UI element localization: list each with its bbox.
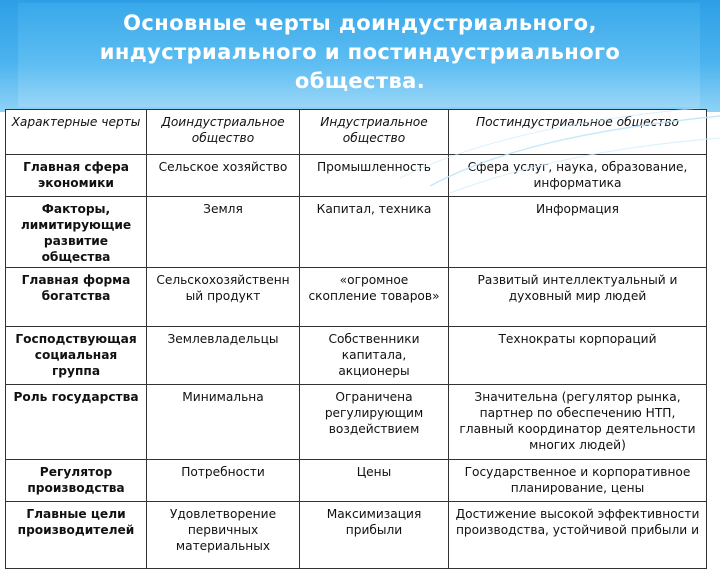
title-line-2: индустриального и постиндустриального bbox=[99, 40, 621, 64]
header-cell-industrial: Индустриальное общество bbox=[300, 110, 449, 155]
slide-header bbox=[0, 0, 720, 112]
header-cell-features: Характерные черты bbox=[6, 110, 147, 155]
table-cell: Земля bbox=[147, 197, 300, 268]
table-cell: Удовлетворение первичных материальных bbox=[147, 502, 300, 569]
table-cell: Значительна (регулятор рынка, партнер по обеспечению НТП, главный координатор деятельности многих людей) bbox=[449, 385, 707, 460]
table-cell: Собственники капитала, акционеры bbox=[300, 327, 449, 385]
table-cell: Факторы, лимитирующие развитие общества bbox=[6, 197, 147, 268]
table-cell: Роль государства bbox=[6, 385, 147, 460]
table-cell: «огромное скопление товаров» bbox=[300, 268, 449, 327]
table-cell: Промышленность bbox=[300, 155, 449, 197]
table-cell: Регулятор производства bbox=[6, 460, 147, 502]
table-cell: Максимизация прибыли bbox=[300, 502, 449, 569]
table-row bbox=[6, 460, 707, 502]
table-cell: Главные цели производителей bbox=[6, 502, 147, 569]
comparison-table bbox=[5, 109, 707, 569]
header-cell-preindustrial: Доиндустриальное общество bbox=[147, 110, 300, 155]
table-cell: Государственное и корпоративное планирование, цены bbox=[449, 460, 707, 502]
table-cell: Главная сфера экономики bbox=[6, 155, 147, 197]
slide-title bbox=[20, 9, 700, 96]
table-cell: Капитал, техника bbox=[300, 197, 449, 268]
table-cell: Информация bbox=[449, 197, 707, 268]
table-row bbox=[6, 268, 707, 327]
title-line-1: Основные черты доиндустриального, bbox=[123, 11, 597, 35]
table-cell: Сфера услуг, наука, образование, информатика bbox=[449, 155, 707, 197]
table-cell: Достижение высокой эффективности производства, устойчивой прибыли и bbox=[449, 502, 707, 569]
table-cell: Ограничена регулирующим воздействием bbox=[300, 385, 449, 460]
table-cell: Технократы корпораций bbox=[449, 327, 707, 385]
title-line-3: общества. bbox=[294, 69, 426, 93]
table-row bbox=[6, 327, 707, 385]
table-cell: Господствующая социальная группа bbox=[6, 327, 147, 385]
table-cell: Сельскохозяйственный продукт bbox=[147, 268, 300, 327]
table-cell: Главная форма богатства bbox=[6, 268, 147, 327]
table-cell: Цены bbox=[300, 460, 449, 502]
table-cell: Потребности bbox=[147, 460, 300, 502]
table-row bbox=[6, 197, 707, 268]
table-cell: Развитый интеллектуальный и духовный мир людей bbox=[449, 268, 707, 327]
table-cell: Сельское хозяйство bbox=[147, 155, 300, 197]
table-header-row bbox=[6, 110, 707, 155]
header-cell-postindustrial: Постиндустриальное общество bbox=[449, 110, 707, 155]
table-row bbox=[6, 155, 707, 197]
table-row bbox=[6, 502, 707, 569]
table-row bbox=[6, 385, 707, 460]
table-cell: Землевладельцы bbox=[147, 327, 300, 385]
table-cell: Минимальна bbox=[147, 385, 300, 460]
